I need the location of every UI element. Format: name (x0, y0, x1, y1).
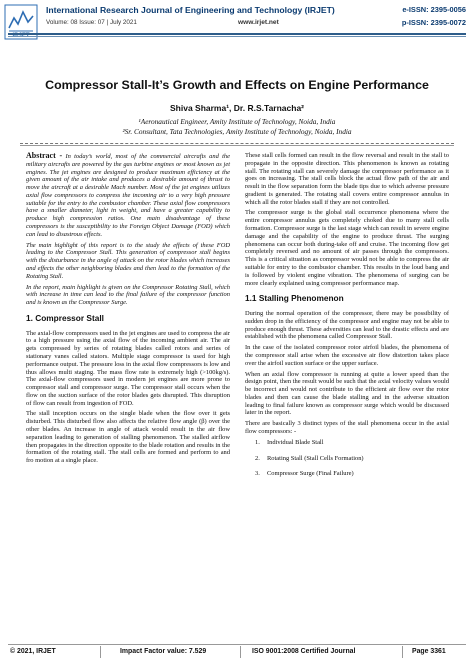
abstract-label: Abstract - (26, 151, 63, 160)
paper-authors: Shiva Sharma¹, Dr. R.S.Tarnacha² (170, 103, 304, 113)
section-heading-compressor-stall: 1. Compressor Stall (26, 312, 104, 323)
footer-divider (240, 646, 241, 658)
footer-copyright: © 2021, IRJET (10, 648, 56, 655)
footer-impact-factor: Impact Factor value: 7.529 (120, 648, 207, 655)
abstract-paragraph-3: In the report, main highlight is given on the Compressor Rotating Stall, which with increase in time can lead to the final failure of the compressor function and is known as the Compressor Surge. (26, 283, 230, 307)
stall-types-list (245, 439, 449, 478)
list-item: 3. Compressor Surge (Final Failure) (255, 470, 354, 478)
section-heading-stalling-phenomenon: 1.1 Stalling Phenomenon (245, 293, 344, 304)
list-item: 1. Individual Blade Stall (255, 438, 324, 446)
right-paragraph-2: The compressor surge is the global stall occurrence phenomena where the entire compressor annulus gets completely choked due to many stall cells formation. Compressor surge is the last stage which can result in severe engine damage and the capability of the engine to produce thrust. The surging phenomena can occur both during-take off and cruise. The incoming flow get completely reversed and no amount of air passes through the compressors. This is a critical situation as compressor would not be able to compress the air suitable for entry to the combustor chamber. This results in the loud bang and is followed by violent engine vibration. The phenomena of surging can be more clearly explained using compressor performance map. (245, 209, 449, 287)
journal-header (0, 0, 474, 52)
paper-title: Compressor Stall-It’s Growth and Effects on Engine Performance (45, 78, 429, 92)
header-rule (8, 33, 466, 35)
section1-paragraph-2: The stall inception occurs on the single blade when the flow over it gets disturbed. This disturbed flow also affects the relative flow angle (β) over the other blades. An increase in angle of attack would result in the air flow separation leading to generation of stalling phenomenon. The stalled airflow then propagates in the direction opposite to the blade rotation and results in the formation of the rotating stall. The stall cells are formed and perform to and fro motion at a single place. (26, 410, 230, 465)
abstract-text-1: In today’s world, most of the commercial aircrafts and the military aircrafts are powered by the gas turbine engines or most known as jet engines. The jet engines are designed to produce maximum efficiency at the given amount of the air intake and produces a desirable amount of thrust to move the aircraft at a desirable Mach number. Most of the jet engines utilizes axial flow compressors to compress the incoming air to a very high pressure suitable for the entry to the combustor chamber. These axial flow compressors have a smaller diameter, light in weight, and have a greater capability to produce high compression ratios. One main disadvantage of these compressors is the susceptibility to the Foreign Object Damage (FOD) which can lead to disastrous effects. (26, 153, 230, 238)
abstract-paragraph-1 (26, 152, 230, 239)
list-item: 2. Rotating Stall (Stall Cells Formation) (255, 454, 364, 462)
affiliation-1: ¹Aeronautical Engineer, Amity Institute of Technology, Noida, India (138, 117, 336, 126)
volume-info: Volume: 08 Issue: 07 | July 2021 (46, 19, 137, 26)
affiliation-2: ²Sr. Consultant, Tata Technologies, Amity Institute of Technology, Noida, India (122, 127, 352, 136)
e-issn: e-ISSN: 2395-0056 (402, 5, 466, 14)
left-column (26, 152, 230, 468)
footer-divider (402, 646, 403, 658)
footer-iso: ISO 9001:2008 Certified Journal (252, 648, 356, 655)
abstract-separator-solid (20, 145, 454, 146)
footer-divider (100, 646, 101, 658)
abstract-paragraph-2: The main highlight of this report is to the study the effects of these FOD leading to the Compressor Stall. This generation of compressor stall begins with the disturbance in the angle of attack on the rotor blades which increases and effects the other neighboring blades and then lead to the formation of the Rotating Stall. (26, 241, 230, 280)
footer-rule (8, 644, 466, 645)
journal-title: International Research Journal of Engineering and Technology (IRJET) (46, 5, 335, 15)
p-issn: p-ISSN: 2395-0072 (401, 18, 466, 27)
section1-paragraph-1: The axial-flow compressors used in the jet engines are used to compress the air to a high pressure using the axial flow of the incoming ambient air. The air gets compressed by series of rotating blades called rotors and series of stationary vanes called stators. Multiple stage compressor is used for high performance output. The pressure loss in the axial flow compressors is low and thus allows multi staging. The mass flow rate is extremely high (>100kg/s). The axial-flow compressors used in modern jet engines are more prone to compressor stall and compressor surge. The compressor stall occurs when the flow on the suction surface of the rotor blades gets disrupted. This disruption of flow can result from ingestion of FOD. (26, 329, 230, 407)
abstract-separator-dashed (20, 143, 454, 144)
right-paragraph-1: These stall cells formed can result in the flow reversal and result in the stall to propagate in the opposite direction. This phenomenon is known as rotating stall. The rotating stall can severely damage the compressor performance as it goes on increasing. The stall cells block the actual flow path of the air and result in the flow separation form the blade tips due to which adverse pressure gradient is generated. The rotating stall covers entire compressor annulus in which all the rotor blades stall if they are not controlled. (245, 152, 449, 206)
right-paragraph-6: There are basically 3 distinct types of the stall phenomena occur in the axial flow compressors: - (245, 420, 449, 435)
right-paragraph-5: When an axial flow compressor is running at quite a lower speed than the design point, then the result would be such that the axial velocity values would be incorrect and would not contribute to the efficient air flow over the rotor blades and then can cause the blade stalling and in the adverse situation leading to final failure known as compressor surge which would be discussed later in the report. (245, 370, 449, 417)
right-paragraph-3: During the normal operation of the compressor, there may be possibility of sudden drop in the efficiency of the compressor and engine may not be able to produce enough thrust. These adversities can lead to the drastic effects and are established with the phenomena called Compressor Stall. (245, 310, 449, 341)
footer-page-number: Page 3361 (412, 648, 446, 655)
right-column (245, 152, 449, 486)
right-paragraph-4: In the case of the isolated compressor rotor airfoil blades, the phenomena of the compressor stall arise when the excessive air flow distortion takes place over the airfoil suction surface or the upper surface. (245, 344, 449, 367)
header-rule-thin (8, 36, 466, 37)
journal-url[interactable]: www.irjet.net (238, 19, 279, 26)
